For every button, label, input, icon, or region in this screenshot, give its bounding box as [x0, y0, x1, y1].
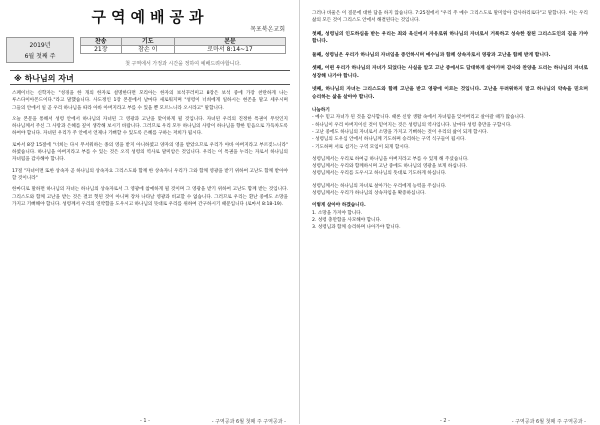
- application-item: - 예수 믿고 자녀가 된 것을 감사합니다. 때론 신앙 생활 속에서 자녀됨을 잊어버리고 살아갈 때가 많습니다.: [312, 115, 525, 121]
- header-prayer: 기도: [121, 38, 174, 46]
- application-title: 나눔하기: [312, 108, 330, 114]
- divider-section: [10, 84, 290, 85]
- value-prayer: 참손 이: [121, 46, 174, 54]
- notice-text: 첫 구역에서 가정과 시간을 정하여 예배드려야합니다.: [125, 61, 241, 67]
- value-hymn: 21장: [81, 46, 122, 54]
- church-name: 목포북온교회: [250, 26, 285, 33]
- life-item: 1. 소망을 가져야 합니다.: [312, 210, 363, 216]
- bulletin-title: 구역예배공과: [91, 8, 209, 26]
- prayer-line: 성령님께서는 우리가 하나님의 상속자임을 확증하십니다.: [312, 191, 426, 197]
- application-item: - 기도하며 서로 섬기는 구역 모임이 되게 합시다.: [312, 144, 410, 150]
- page-number: - 2 -: [440, 418, 450, 424]
- page-two: [300, 0, 600, 424]
- paragraph: 스페이너는 신학자는 "성경을 한 개의 한자로 설명한다면 모리아는 한자의 보석꾸러미고 8장은 보석 중에 가장 찬란하게 나는 루스다이아몬드이다."라고 말했습니다. 사도정인 1장 본문에서 날마다 새로워지며 "성령이 너희에게 일하시는 현존을 말고 세우시며 그들의 안에서 일 곧 우리 하나님을 따라 아바 아버지라고 부를 수 있을 뿐 모르느니라 오시라고" 말합니다.: [12, 91, 288, 111]
- date-box: [6, 37, 74, 63]
- paragraph: 17절 "자녀이면 또한 상속자 곧 하나님의 상속자요 그리스도와 함께 한 상속자니 우리가 그와 함께 영광을 받기 위하여 고난도 함께 받아야 할 것이니라": [12, 168, 288, 181]
- prayer-line: 성령님께서는 우리로 하여금 하나님을 아버지라고 부를 수 있게 해 주셨습니다.: [312, 156, 469, 162]
- life-title: 이렇게 살아야 하겠습니다.: [312, 203, 366, 209]
- life-item: 2. 성령 충만함을 사모해야 합니다.: [312, 217, 382, 223]
- worship-order-table: [80, 37, 286, 54]
- application-item: - 고난 중에도 하나님의 자녀로서 소망을 가지고 기뻐하는 것이 우리의 삶이 되게 합시다.: [312, 129, 488, 135]
- footer-source: - 구역공과 6월 첫째 주 구역공과 -: [511, 419, 586, 425]
- point-two: 둘째, 성령님은 우리가 하나님의 자녀임을 증언하시며 예수님과 함께 상속자로서 영광과 고난을 함께 받게 합니다.: [312, 52, 551, 58]
- life-item: 3. 성령님과 함께 승리하며 나아가야 합니다.: [312, 225, 401, 231]
- point-three: 셋째, 어떤 우리가 하나님의 자녀가 되었다는 사실을 알고 고난 중에서도 담대하게 살아가며 감사와 찬양을 드리는 하나님의 자녀로 성장해 나가야 합니다.: [312, 66, 588, 79]
- application-item: - 하나님이 우리 아버지이신 것이 믿어지는 것은 성령님의 역사입니다. 날마다 성령 충만을 구합시다.: [312, 122, 512, 128]
- value-scripture: 로마서 8:14~17: [175, 46, 286, 54]
- intro-paragraph: 그러나 바울은 이 질문에 대한 답을 하지 않습니다. 7:25절에서 "우리 주 예수 그리스도로 말미암아 감사하리로다"고 말합니다. 이는 우리 삶의 모든 것이 그리스도 안에서 해결된다는 것입니다.: [312, 11, 588, 24]
- point-one: 첫째, 성령님의 인도하심을 받는 우리는 죄와 육신에서 자유로워 하나님의 자녀로서 거룩하고 성숙한 참된 그리스도인의 길을 가야 합니다.: [312, 31, 588, 45]
- prayer-block: [312, 156, 588, 178]
- page-one: [0, 0, 300, 424]
- application-item: - 성령님의 도우심 안에서 하나님께 기도하며 승리하는 구역 식구들이 됩시다.: [312, 137, 466, 143]
- header-hymn: 찬송: [81, 38, 122, 46]
- prayer-line: 성령님께서는 하나님의 자녀로 살아가는 우리에게 능력을 주십니다.: [312, 183, 447, 189]
- application-block: [312, 107, 588, 151]
- prayer-line: 성령님께서는 우리와 함께하시며 고난 중에도 하나님의 영광을 보게 하십니다.: [312, 164, 468, 170]
- prayer-line: 성령님께서는 우리를 도우시고 하나님의 뜻대로 기도하게 하십니다.: [312, 171, 447, 177]
- life-block: [312, 202, 588, 231]
- sermon-body: [12, 90, 288, 212]
- divider-top: [10, 70, 290, 71]
- point-four: 넷째, 하나님의 자녀는 그리스도와 함께 고난을 받고 영광에 이르는 것입니다. 고난을 두려워하지 말고 하나님의 약속을 믿으며 승리하는 삶을 살아야 합니다.: [312, 87, 588, 100]
- paragraph: 한마디로 말하면 하나님의 자녀는 하나님의 상속자로서 그 영광에 참예하게 될 것이며 그 영광을 받기 위하여 고난도 함께 받는 것입니다. 그리스도와 함께 고난을 받는 것은 결코 헛된 것이 아니며 장차 나타날 영광과 비교할 수 없습니다. 그러므로 우리는 환난 중에도 소망을 가지고 기뻐해야 합니다. 성령께서 우리의 연약함을 도우시고 하나님의 뜻대로 우리를 위하여 간구하시기 때문입니다 (로마서 8:18-19).: [12, 187, 288, 207]
- page-number: - 1 -: [140, 418, 150, 424]
- study-body: [312, 10, 588, 237]
- date-week: 6월 첫째 주: [24, 53, 56, 60]
- header-scripture: 본문: [175, 38, 286, 46]
- date-year: 2019년: [29, 42, 51, 49]
- paragraph: 로마서 8장 15절에 "너희는 다시 무서워하는 종의 영을 받지 아니하였고 양자의 영을 받았으므로 우리가 아바 아버지라고 부르짖느니라" 하였습니다. 하나님을 아버지라고 부를 수 있는 것은 오직 성령의 역사로 말미암은 것입니다. 우리는 이 특권을 누리는 자로서 하나님의 자녀됨을 감사해야 합니다.: [12, 142, 288, 163]
- footer-source: - 구역공과 6월 첫째 주 구역공과 -: [211, 419, 286, 425]
- section-title: ※ 하나님의 자녀: [14, 74, 74, 83]
- paragraph: 오늘 본문을 통해서 성령 안에서 하나님의 자녀된 그 영광과 고난을 맞이하게 될 것입니다. 자녀된 우리의 진정한 특권이 무엇인지 하나님께서 주신 그 사랑과 은혜를 깊이 생각해 보시기 바랍니다. 그러므로 우리 모두 하나님의 사랑이 하나님을 향한 믿음으로 가득차도록 하여야 합니다. 자녀된 우리가 주 안에서 언제나 기뻐할 수 있도록 은혜를 구하는 저희가 됩시다.: [12, 116, 288, 137]
- prayer-block-two: [312, 183, 588, 198]
